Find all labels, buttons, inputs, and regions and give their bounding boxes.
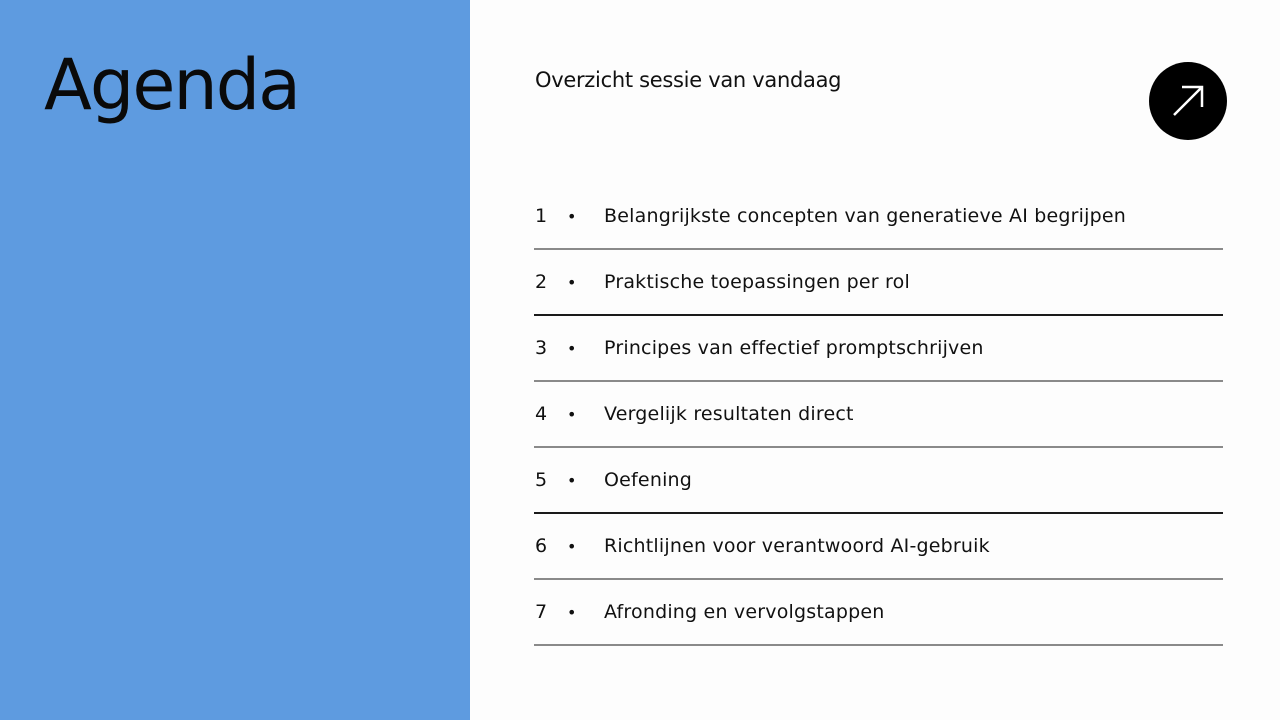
list-item [534,514,1223,580]
left-panel [0,0,470,720]
item-number: 6 [535,535,548,557]
list-item [534,316,1223,382]
list-item [534,448,1223,514]
item-label: Principes van effectief promptschrijven [604,337,984,359]
bullet: • [567,470,577,490]
item-label: Richtlijnen voor verantwoord AI-gebruik [604,535,990,557]
item-label: Belangrijkste concepten van generatieve AI begrijpen [604,205,1127,227]
item-number: 5 [535,469,548,491]
item-number: 7 [535,601,548,623]
item-number: 1 [535,205,548,227]
agenda-list [534,184,1223,646]
bullet: • [567,338,577,358]
bullet: • [567,536,577,556]
item-label: Oefening [604,469,693,491]
list-item [534,580,1223,646]
list-item [534,250,1223,316]
item-number: 4 [535,403,548,425]
bullet: • [567,272,577,292]
arrow-button[interactable] [1149,62,1227,140]
item-label: Afronding en vervolgstappen [604,601,885,623]
bullet: • [567,206,577,226]
item-label: Praktische toepassingen per rol [604,271,910,293]
subtitle: Overzicht sessie van vandaag [535,68,842,92]
bullet: • [567,404,577,424]
bullet: • [567,602,577,622]
item-label: Vergelijk resultaten direct [604,403,854,425]
list-item [534,382,1223,448]
arrow-up-right-icon [1168,81,1208,121]
list-item [534,184,1223,250]
item-number: 2 [535,271,548,293]
page-title: Agenda [44,44,300,126]
item-number: 3 [535,337,548,359]
